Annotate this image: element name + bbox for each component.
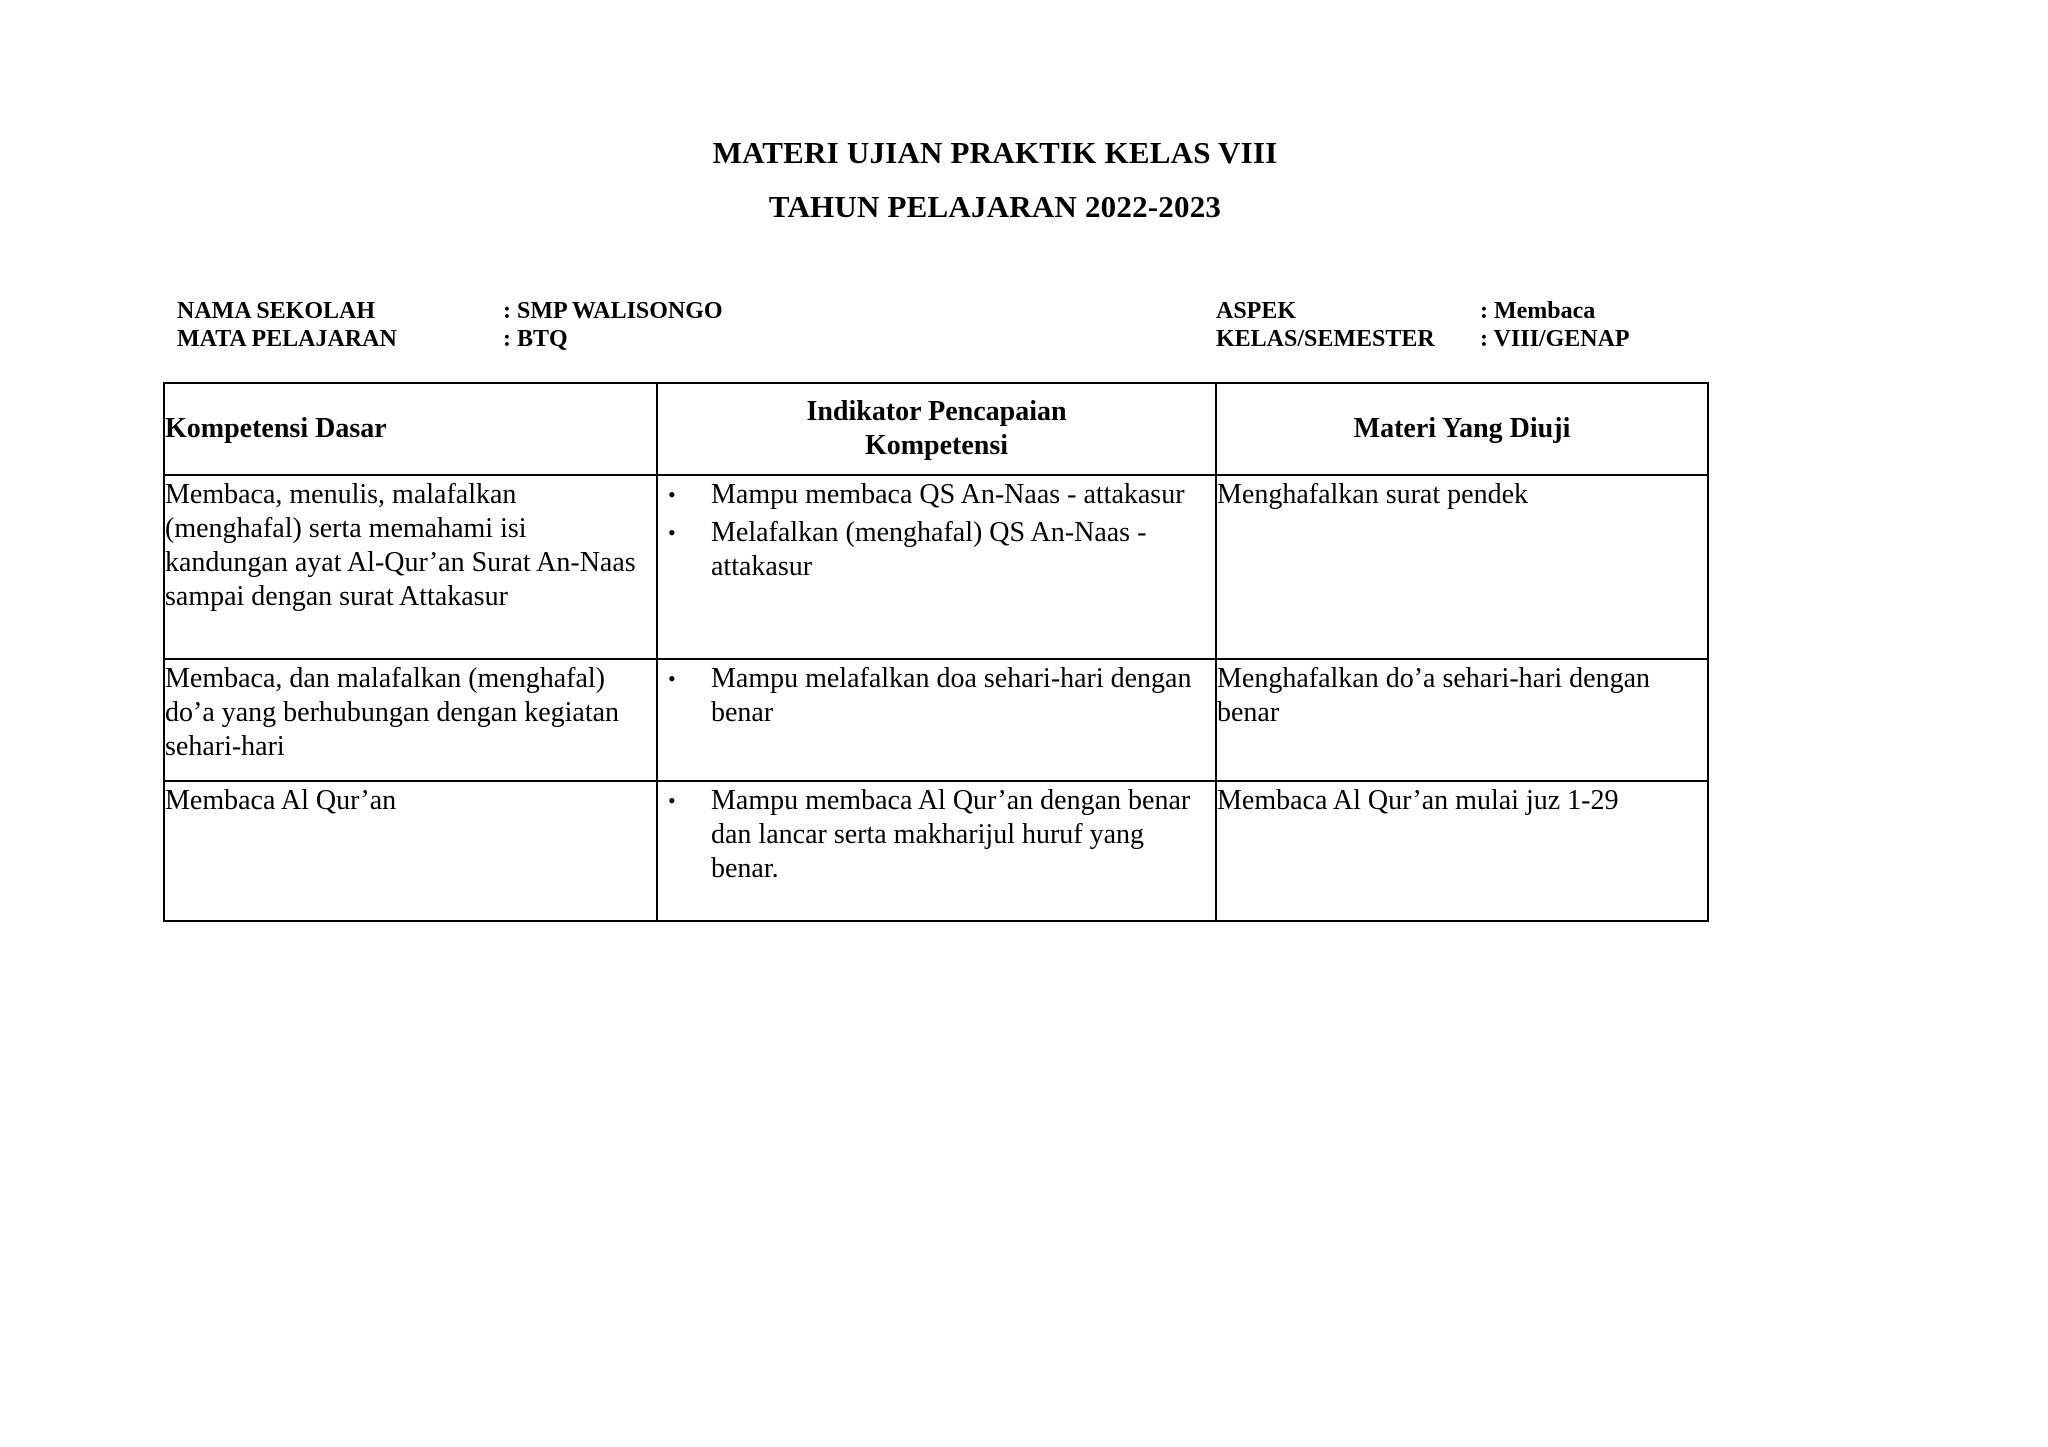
info-label: KELAS/SEMESTER bbox=[1216, 326, 1435, 352]
list-item bbox=[658, 784, 1215, 886]
indikator-list bbox=[658, 662, 1215, 730]
info-value: : SMP WALISONGO bbox=[503, 298, 723, 324]
indikator-text: Mampu melafalkan doa sehari-hari dengan benar bbox=[711, 663, 1192, 728]
info-label: ASPEK bbox=[1216, 298, 1297, 324]
kompetensi-text: Membaca Al Qur’an bbox=[165, 785, 397, 816]
indikator-cell bbox=[657, 475, 1216, 659]
bullet-icon: • bbox=[668, 666, 676, 691]
info-row-mata-pelajaran bbox=[177, 325, 723, 353]
info-row-aspek bbox=[1216, 297, 1630, 325]
table-header-row bbox=[164, 383, 1708, 475]
bullet-icon: • bbox=[668, 788, 676, 813]
bullet-icon: • bbox=[668, 482, 676, 507]
document-subtitle: TAHUN PELAJARAN 2022-2023 bbox=[768, 189, 1222, 224]
kompetensi-cell bbox=[164, 659, 657, 781]
materi-text: Menghafalkan do’a sehari-hari dengan benar bbox=[1217, 663, 1651, 728]
info-row-nama-sekolah bbox=[177, 297, 723, 325]
indikator-text: Mampu membaca QS An-Naas - attakasur bbox=[711, 479, 1185, 510]
info-label: NAMA SEKOLAH bbox=[177, 298, 376, 324]
indikator-cell bbox=[657, 781, 1216, 921]
list-item bbox=[658, 662, 1215, 730]
materi-cell bbox=[1216, 781, 1708, 921]
kompetensi-text: Membaca, dan malafalkan (menghafal) do’a yang berhubungan dengan kegiatan sehari-hari bbox=[165, 663, 620, 762]
header-indikator-line2: Kompetensi bbox=[864, 430, 1009, 461]
document-title: MATERI UJIAN PRAKTIK KELAS VIII bbox=[712, 135, 1278, 170]
materi-cell bbox=[1216, 659, 1708, 781]
indikator-cell bbox=[657, 659, 1216, 781]
table-row bbox=[164, 475, 1708, 659]
kompetensi-text: Membaca, menulis, malafalkan (menghafal) serta memahami isi kandungan ayat Al-Qur’an Surat An-Naas sampai dengan surat Attakasur bbox=[165, 479, 636, 612]
list-item bbox=[658, 516, 1215, 584]
info-label: MATA PELAJARAN bbox=[177, 326, 397, 352]
indikator-text: Mampu membaca Al Qur’an dengan benar dan lancar serta makharijul huruf yang benar. bbox=[711, 785, 1191, 884]
list-item bbox=[658, 478, 1215, 512]
bullet-icon: • bbox=[668, 520, 676, 545]
header-indikator bbox=[657, 383, 1216, 475]
header-kompetensi-dasar: Kompetensi Dasar bbox=[164, 383, 657, 475]
header-materi: Materi Yang Diuji bbox=[1216, 383, 1708, 475]
kompetensi-cell bbox=[164, 475, 657, 659]
info-value: : Membaca bbox=[1480, 298, 1596, 324]
school-info bbox=[177, 297, 723, 353]
indikator-list bbox=[658, 784, 1215, 886]
materi-text: Membaca Al Qur’an mulai juz 1-29 bbox=[1217, 785, 1619, 816]
info-value: : VIII/GENAP bbox=[1480, 326, 1630, 352]
header-indikator-line1: Indikator Pencapaian bbox=[806, 396, 1067, 427]
table-row bbox=[164, 659, 1708, 781]
info-row-kelas-semester bbox=[1216, 325, 1630, 353]
materi-cell bbox=[1216, 475, 1708, 659]
exam-material-table bbox=[163, 382, 1709, 922]
materi-text: Menghafalkan surat pendek bbox=[1217, 479, 1528, 510]
indikator-text: Melafalkan (menghafal) QS An-Naas - attakasur bbox=[711, 517, 1147, 582]
kompetensi-cell bbox=[164, 781, 657, 921]
table-row bbox=[164, 781, 1708, 921]
exam-info bbox=[1216, 297, 1630, 353]
indikator-list bbox=[658, 478, 1215, 584]
info-value: : BTQ bbox=[503, 326, 568, 352]
